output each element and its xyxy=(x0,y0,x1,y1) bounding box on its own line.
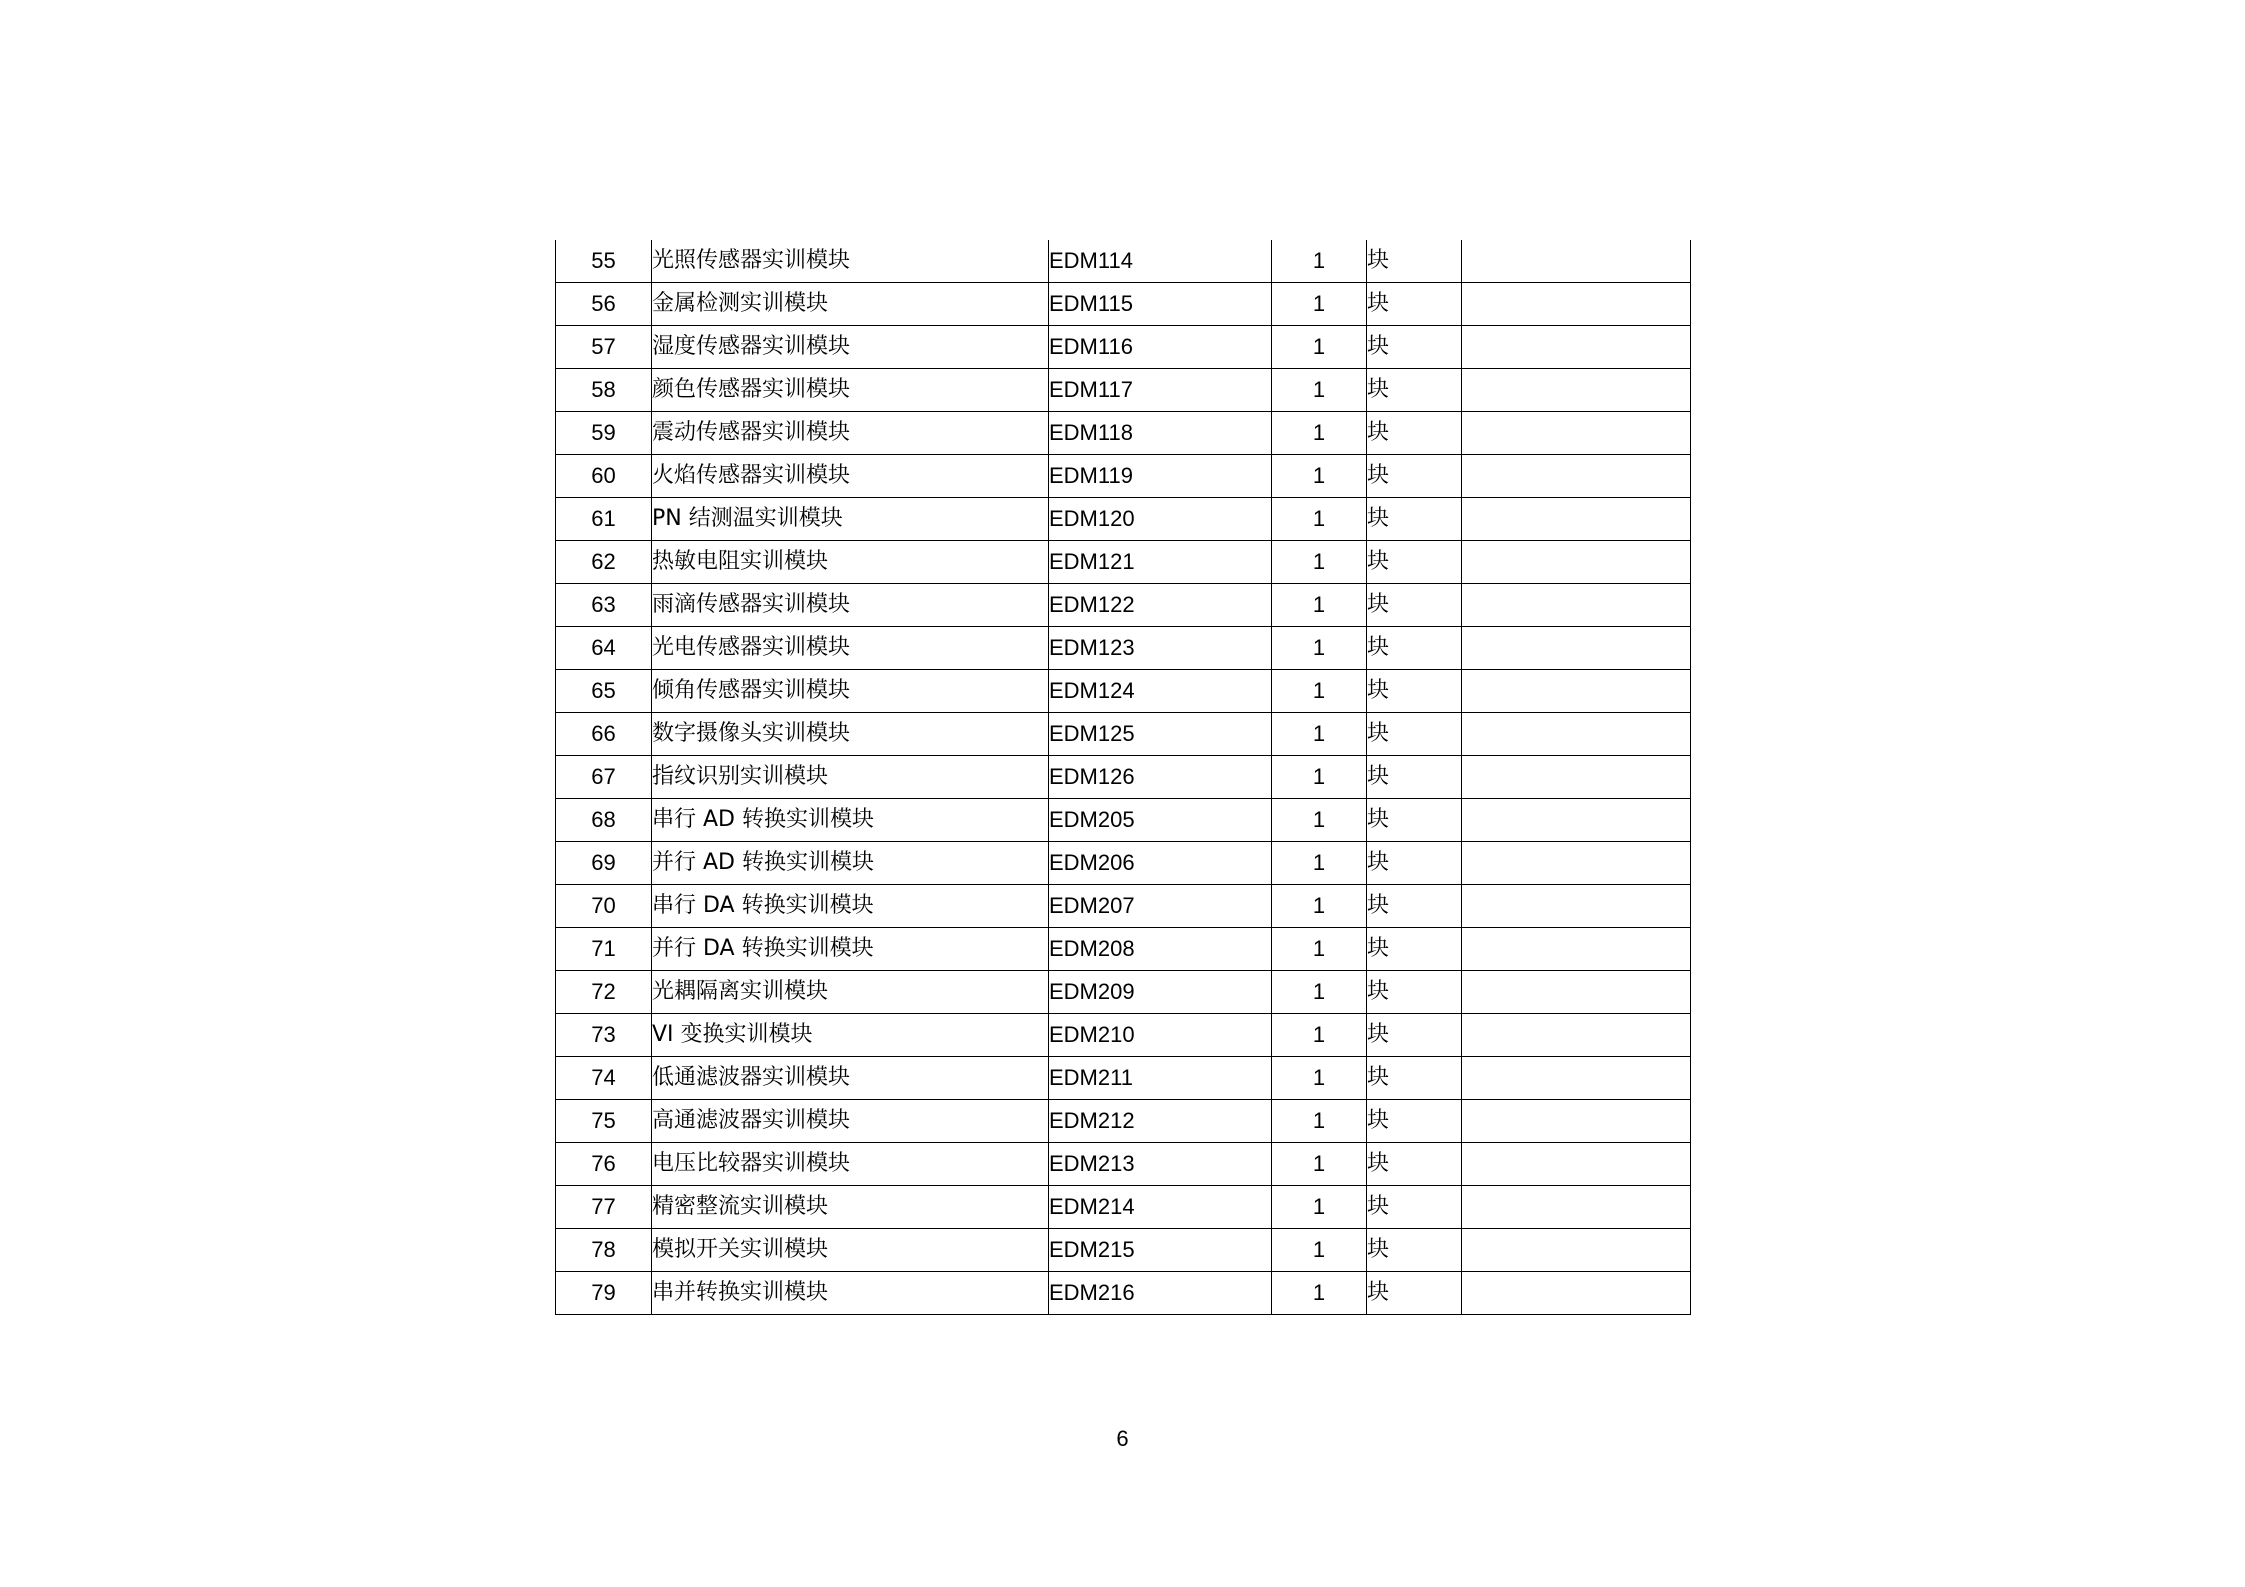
table-row xyxy=(556,756,1691,799)
item-name-cell: 电压比较器实训模块 xyxy=(652,1143,1049,1186)
unit-cell: 块 xyxy=(1367,1272,1462,1315)
item-name-cell: VI 变换实训模块 xyxy=(652,1014,1049,1057)
model-code-cell: EDM215 xyxy=(1049,1229,1272,1272)
table-row xyxy=(556,1057,1691,1100)
row-number-cell: 75 xyxy=(556,1100,652,1143)
table-row xyxy=(556,412,1691,455)
table-row xyxy=(556,670,1691,713)
item-name-cell: 震动传感器实训模块 xyxy=(652,412,1049,455)
item-name-cell: 金属检测实训模块 xyxy=(652,283,1049,326)
row-number-cell: 78 xyxy=(556,1229,652,1272)
remarks-cell xyxy=(1462,283,1691,326)
table-row xyxy=(556,627,1691,670)
remarks-cell xyxy=(1462,412,1691,455)
unit-cell: 块 xyxy=(1367,541,1462,584)
quantity-cell: 1 xyxy=(1272,1057,1367,1100)
row-number-cell: 79 xyxy=(556,1272,652,1315)
table-row xyxy=(556,584,1691,627)
unit-cell: 块 xyxy=(1367,885,1462,928)
item-name-cell: 低通滤波器实训模块 xyxy=(652,1057,1049,1100)
model-code-cell: EDM120 xyxy=(1049,498,1272,541)
remarks-cell xyxy=(1462,369,1691,412)
model-code-cell: EDM207 xyxy=(1049,885,1272,928)
table-row xyxy=(556,498,1691,541)
item-name-cell: 并行 DA 转换实训模块 xyxy=(652,928,1049,971)
table-row xyxy=(556,1272,1691,1315)
quantity-cell: 1 xyxy=(1272,412,1367,455)
item-name-cell: 湿度传感器实训模块 xyxy=(652,326,1049,369)
row-number-cell: 62 xyxy=(556,541,652,584)
model-code-cell: EDM209 xyxy=(1049,971,1272,1014)
model-code-cell: EDM123 xyxy=(1049,627,1272,670)
item-name-cell: 光电传感器实训模块 xyxy=(652,627,1049,670)
table-row xyxy=(556,369,1691,412)
quantity-cell: 1 xyxy=(1272,928,1367,971)
remarks-cell xyxy=(1462,756,1691,799)
table-row xyxy=(556,1229,1691,1272)
item-name-cell: 颜色传感器实训模块 xyxy=(652,369,1049,412)
model-code-cell: EDM126 xyxy=(1049,756,1272,799)
item-name-cell: 精密整流实训模块 xyxy=(652,1186,1049,1229)
quantity-cell: 1 xyxy=(1272,971,1367,1014)
remarks-cell xyxy=(1462,1272,1691,1315)
model-code-cell: EDM114 xyxy=(1049,240,1272,283)
item-name-cell: 串行 DA 转换实训模块 xyxy=(652,885,1049,928)
page-number: 6 xyxy=(1116,1426,1129,1451)
table-row xyxy=(556,713,1691,756)
table-row xyxy=(556,799,1691,842)
row-number-cell: 68 xyxy=(556,799,652,842)
item-name-cell: PN 结测温实训模块 xyxy=(652,498,1049,541)
quantity-cell: 1 xyxy=(1272,1014,1367,1057)
quantity-cell: 1 xyxy=(1272,799,1367,842)
model-code-cell: EDM205 xyxy=(1049,799,1272,842)
row-number-cell: 76 xyxy=(556,1143,652,1186)
model-code-cell: EDM122 xyxy=(1049,584,1272,627)
model-code-cell: EDM213 xyxy=(1049,1143,1272,1186)
remarks-cell xyxy=(1462,885,1691,928)
quantity-cell: 1 xyxy=(1272,1100,1367,1143)
remarks-cell xyxy=(1462,541,1691,584)
item-name-cell: 数字摄像头实训模块 xyxy=(652,713,1049,756)
unit-cell: 块 xyxy=(1367,713,1462,756)
model-code-cell: EDM210 xyxy=(1049,1014,1272,1057)
model-code-cell: EDM116 xyxy=(1049,326,1272,369)
remarks-cell xyxy=(1462,799,1691,842)
row-number-cell: 59 xyxy=(556,412,652,455)
item-name-cell: 光照传感器实训模块 xyxy=(652,240,1049,283)
table-row xyxy=(556,842,1691,885)
remarks-cell xyxy=(1462,971,1691,1014)
item-name-cell: 并行 AD 转换实训模块 xyxy=(652,842,1049,885)
equipment-table-body xyxy=(556,240,1691,1315)
table-row xyxy=(556,283,1691,326)
row-number-cell: 55 xyxy=(556,240,652,283)
item-name-cell: 光耦隔离实训模块 xyxy=(652,971,1049,1014)
table-row xyxy=(556,1186,1691,1229)
quantity-cell: 1 xyxy=(1272,1186,1367,1229)
table-row xyxy=(556,240,1691,283)
model-code-cell: EDM124 xyxy=(1049,670,1272,713)
item-name-cell: 热敏电阻实训模块 xyxy=(652,541,1049,584)
item-name-cell: 雨滴传感器实训模块 xyxy=(652,584,1049,627)
quantity-cell: 1 xyxy=(1272,670,1367,713)
row-number-cell: 63 xyxy=(556,584,652,627)
remarks-cell xyxy=(1462,1229,1691,1272)
table-row xyxy=(556,541,1691,584)
row-number-cell: 64 xyxy=(556,627,652,670)
item-name-cell: 串行 AD 转换实训模块 xyxy=(652,799,1049,842)
unit-cell: 块 xyxy=(1367,971,1462,1014)
row-number-cell: 61 xyxy=(556,498,652,541)
table-row xyxy=(556,326,1691,369)
quantity-cell: 1 xyxy=(1272,326,1367,369)
unit-cell: 块 xyxy=(1367,1057,1462,1100)
remarks-cell xyxy=(1462,240,1691,283)
model-code-cell: EDM121 xyxy=(1049,541,1272,584)
table-row xyxy=(556,1100,1691,1143)
unit-cell: 块 xyxy=(1367,1014,1462,1057)
row-number-cell: 65 xyxy=(556,670,652,713)
unit-cell: 块 xyxy=(1367,498,1462,541)
item-name-cell: 指纹识别实训模块 xyxy=(652,756,1049,799)
remarks-cell xyxy=(1462,1014,1691,1057)
remarks-cell xyxy=(1462,1100,1691,1143)
item-name-cell: 高通滤波器实训模块 xyxy=(652,1100,1049,1143)
quantity-cell: 1 xyxy=(1272,1229,1367,1272)
row-number-cell: 72 xyxy=(556,971,652,1014)
unit-cell: 块 xyxy=(1367,283,1462,326)
equipment-table xyxy=(555,240,1691,1315)
unit-cell: 块 xyxy=(1367,670,1462,713)
quantity-cell: 1 xyxy=(1272,885,1367,928)
quantity-cell: 1 xyxy=(1272,842,1367,885)
model-code-cell: EDM115 xyxy=(1049,283,1272,326)
model-code-cell: EDM119 xyxy=(1049,455,1272,498)
quantity-cell: 1 xyxy=(1272,369,1367,412)
unit-cell: 块 xyxy=(1367,756,1462,799)
row-number-cell: 69 xyxy=(556,842,652,885)
quantity-cell: 1 xyxy=(1272,756,1367,799)
unit-cell: 块 xyxy=(1367,326,1462,369)
model-code-cell: EDM117 xyxy=(1049,369,1272,412)
remarks-cell xyxy=(1462,1143,1691,1186)
quantity-cell: 1 xyxy=(1272,584,1367,627)
unit-cell: 块 xyxy=(1367,455,1462,498)
quantity-cell: 1 xyxy=(1272,240,1367,283)
remarks-cell xyxy=(1462,928,1691,971)
unit-cell: 块 xyxy=(1367,412,1462,455)
quantity-cell: 1 xyxy=(1272,1272,1367,1315)
quantity-cell: 1 xyxy=(1272,455,1367,498)
item-name-cell: 倾角传感器实训模块 xyxy=(652,670,1049,713)
item-name-cell: 火焰传感器实训模块 xyxy=(652,455,1049,498)
row-number-cell: 70 xyxy=(556,885,652,928)
row-number-cell: 56 xyxy=(556,283,652,326)
remarks-cell xyxy=(1462,713,1691,756)
table-row xyxy=(556,455,1691,498)
table-row xyxy=(556,971,1691,1014)
unit-cell: 块 xyxy=(1367,1143,1462,1186)
row-number-cell: 73 xyxy=(556,1014,652,1057)
unit-cell: 块 xyxy=(1367,240,1462,283)
quantity-cell: 1 xyxy=(1272,627,1367,670)
row-number-cell: 66 xyxy=(556,713,652,756)
quantity-cell: 1 xyxy=(1272,283,1367,326)
model-code-cell: EDM206 xyxy=(1049,842,1272,885)
table-row xyxy=(556,1014,1691,1057)
model-code-cell: EDM214 xyxy=(1049,1186,1272,1229)
item-name-cell: 模拟开关实训模块 xyxy=(652,1229,1049,1272)
remarks-cell xyxy=(1462,670,1691,713)
row-number-cell: 67 xyxy=(556,756,652,799)
remarks-cell xyxy=(1462,842,1691,885)
model-code-cell: EDM216 xyxy=(1049,1272,1272,1315)
unit-cell: 块 xyxy=(1367,1229,1462,1272)
unit-cell: 块 xyxy=(1367,1100,1462,1143)
unit-cell: 块 xyxy=(1367,369,1462,412)
unit-cell: 块 xyxy=(1367,928,1462,971)
unit-cell: 块 xyxy=(1367,1186,1462,1229)
remarks-cell xyxy=(1462,1057,1691,1100)
remarks-cell xyxy=(1462,584,1691,627)
quantity-cell: 1 xyxy=(1272,498,1367,541)
item-name-cell: 串并转换实训模块 xyxy=(652,1272,1049,1315)
unit-cell: 块 xyxy=(1367,627,1462,670)
model-code-cell: EDM125 xyxy=(1049,713,1272,756)
remarks-cell xyxy=(1462,455,1691,498)
model-code-cell: EDM208 xyxy=(1049,928,1272,971)
remarks-cell xyxy=(1462,498,1691,541)
table-row xyxy=(556,1143,1691,1186)
unit-cell: 块 xyxy=(1367,584,1462,627)
remarks-cell xyxy=(1462,1186,1691,1229)
table-row xyxy=(556,928,1691,971)
model-code-cell: EDM212 xyxy=(1049,1100,1272,1143)
row-number-cell: 57 xyxy=(556,326,652,369)
remarks-cell xyxy=(1462,627,1691,670)
remarks-cell xyxy=(1462,326,1691,369)
row-number-cell: 74 xyxy=(556,1057,652,1100)
unit-cell: 块 xyxy=(1367,842,1462,885)
row-number-cell: 77 xyxy=(556,1186,652,1229)
model-code-cell: EDM118 xyxy=(1049,412,1272,455)
row-number-cell: 71 xyxy=(556,928,652,971)
unit-cell: 块 xyxy=(1367,799,1462,842)
quantity-cell: 1 xyxy=(1272,541,1367,584)
quantity-cell: 1 xyxy=(1272,1143,1367,1186)
row-number-cell: 58 xyxy=(556,369,652,412)
quantity-cell: 1 xyxy=(1272,713,1367,756)
model-code-cell: EDM211 xyxy=(1049,1057,1272,1100)
table-row xyxy=(556,885,1691,928)
row-number-cell: 60 xyxy=(556,455,652,498)
